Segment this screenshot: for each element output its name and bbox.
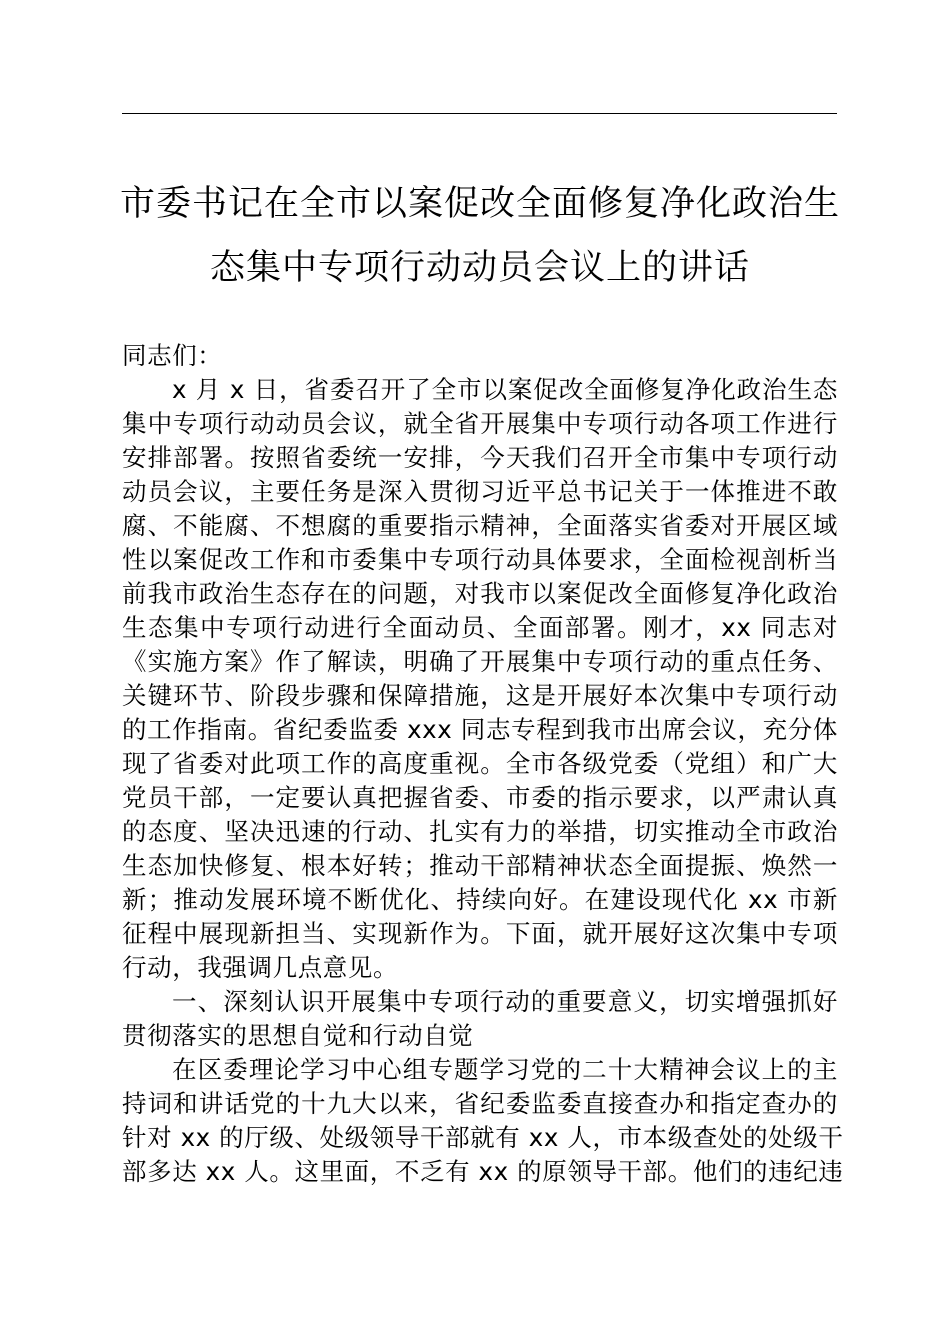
paragraph-line: 前我市政治生态存在的问题，对我市以案促改全面修复净化政治 — [122, 579, 838, 608]
title-line-2: 态集中专项行动动员会议上的讲话 — [209, 248, 750, 288]
paragraph-line: 腐、不能腐、不想腐的重要指示精神，全面落实省委对开展区域 — [122, 511, 838, 540]
paragraph-line: 现了省委对此项工作的高度重视。全市各级党委（党组）和广大 — [122, 749, 838, 778]
paragraph-line: 党员干部，一定要认真把握省委、市委的指示要求，以严肃认真 — [122, 783, 838, 812]
document-title — [110, 172, 850, 300]
paragraph-line: 在区委理论学习中心组专题学习党的二十大精神会议上的主 — [172, 1055, 838, 1084]
paragraph-line: 新；推动发展环境不断优化、持续向好。在建设现代化 xx 市新 — [122, 885, 838, 914]
section-heading-line: 一、深刻认识开展集中专项行动的重要意义，切实增强抓好 — [172, 987, 838, 1016]
document-body — [122, 339, 844, 1189]
salutation: 同志们： — [122, 341, 223, 370]
paragraph-line: 集中专项行动动员会议，就全省开展集中专项行动各项工作进行 — [122, 409, 838, 438]
paragraph-line: 动员会议，主要任务是深入贯彻习近平总书记关于一体推进不敢 — [122, 477, 838, 506]
paragraph-line: 的工作指南。省纪委监委 xxx 同志专程到我市出席会议，充分体 — [122, 715, 838, 744]
paragraph-line: 性以案促改工作和市委集中专项行动具体要求，全面检视剖析当 — [122, 545, 838, 574]
paragraph-line: 行动，我强调几点意见。 — [122, 953, 399, 982]
paragraph-line: x 月 x 日，省委召开了全市以案促改全面修复净化政治生态 — [172, 375, 838, 404]
section-heading-line: 贯彻落实的思想自觉和行动自觉 — [122, 1021, 474, 1050]
paragraph-line: 生态加快修复、根本好转；推动干部精神状态全面提振、焕然一 — [122, 851, 838, 880]
paragraph-line: 生态集中专项行动进行全面动员、全面部署。刚才，xx 同志对 — [122, 613, 838, 642]
paragraph-line: 《实施方案》作了解读，明确了开展集中专项行动的重点任务、 — [122, 647, 838, 676]
paragraph-line: 持词和讲话党的十九大以来，省纪委监委直接查办和指定查办的 — [122, 1089, 838, 1118]
paragraph-line: 部多达 xx 人。这里面，不乏有 xx 的原领导干部。他们的违纪违 — [122, 1157, 844, 1186]
header-divider — [122, 113, 837, 114]
paragraph-line: 针对 xx 的厅级、处级领导干部就有 xx 人，市本级查处的处级干 — [122, 1123, 844, 1152]
paragraph-line: 关键环节、阶段步骤和保障措施，这是开展好本次集中专项行动 — [122, 681, 838, 710]
title-line-1: 市委书记在全市以案促改全面修复净化政治生 — [119, 184, 840, 224]
paragraph-line: 征程中展现新担当、实现新作为。下面，就开展好这次集中专项 — [122, 919, 838, 948]
paragraph-line: 的态度、坚决迅速的行动、扎实有力的举措，切实推动全市政治 — [122, 817, 838, 846]
paragraph-line: 安排部署。按照省委统一安排，今天我们召开全市集中专项行动 — [122, 443, 838, 472]
